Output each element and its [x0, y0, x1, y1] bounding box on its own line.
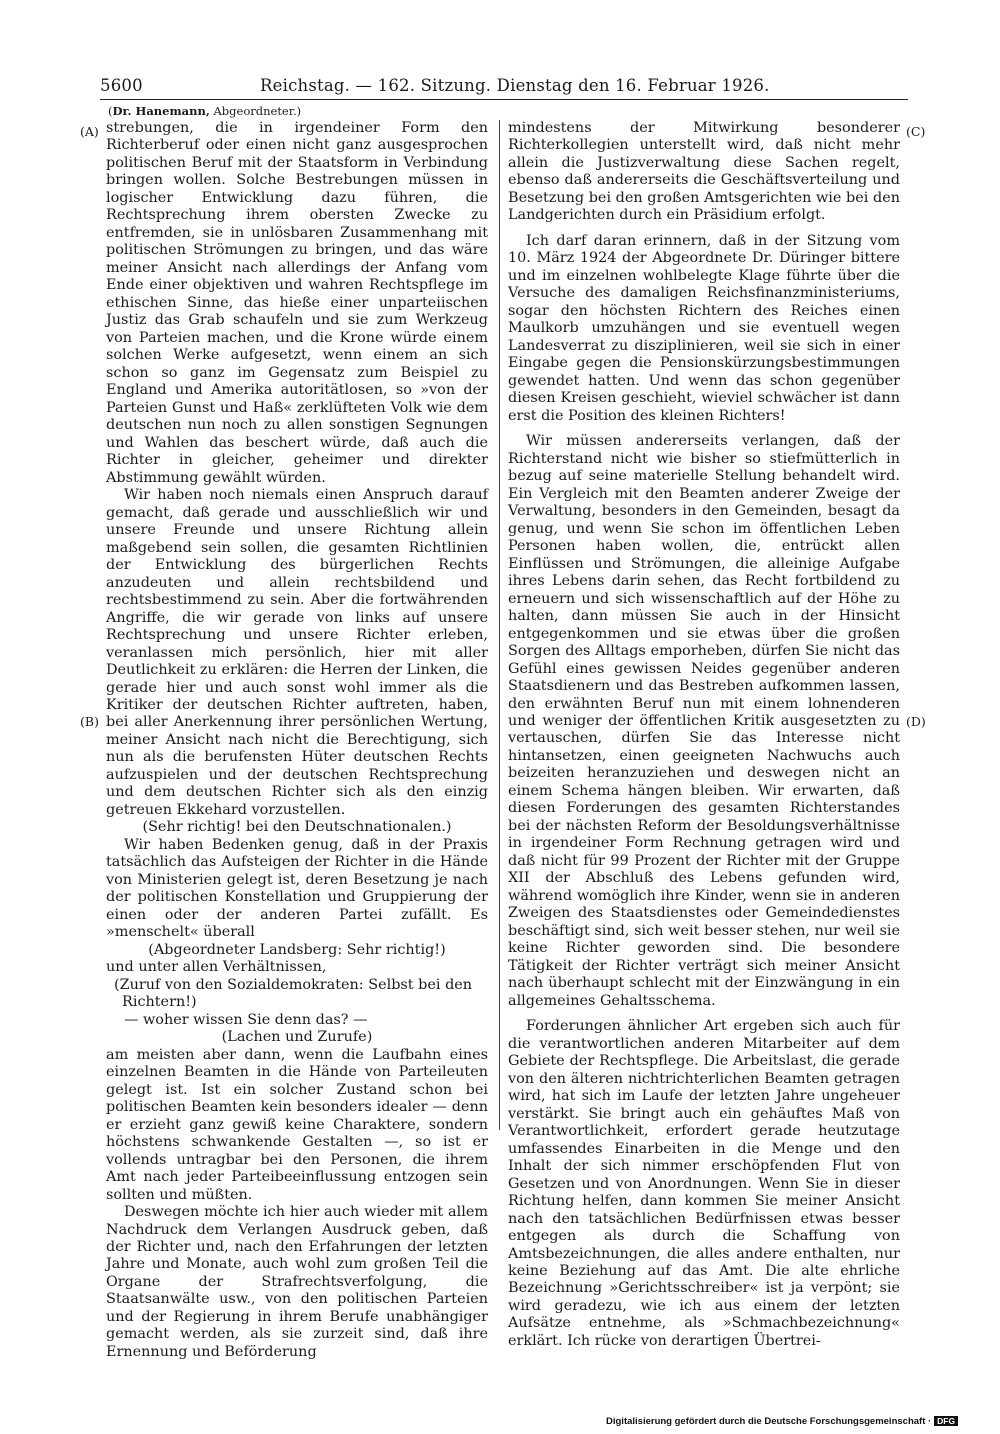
paragraph: — woher wissen Sie denn das? — — [124, 1011, 368, 1028]
margin-marker-d: (D) — [906, 714, 926, 729]
paragraph: Wir müssen andererseits verlangen, daß der Richterstand nicht wie bisher so stiefmütterlich in bezug auf seine materielle Stellung behandelt wird. Ein Vergleich mit den Beamten anderer Zweige der Verwaltung, besonders in den Gemeinden, besagt da genug, und wenn Sie schon im öffentlichen Leben Personen haben wollen, die, entrückt allen Einflüssen und Strömungen, die alleinige Aufgabe ihres Lebens darin sehen, das Recht fortbildend zu erneuern und sich wissenschaftlich auf der Höhe zu halten, dann müssen Sie auch in der Hinsicht entgegenkommen und sie etwas über die großen Sorgen des Alltags emporheben, dürfen Sie nicht das Gefühl eines gewissen Neides gegenüber anderen Staatsdienern und das Bestreben aufkommen lassen, den erwähnten Beruf nun mit einem lohnenderen und weniger der öffentlichen Kritik ausgesetzten zu vertauschen, dürfen Sie das Interesse nicht hintansetzen, einen geeigneten Nachwuchs auch beizeiten heranzuziehen und deswegen nicht an einem Schema hängen bleiben. Wir erwarten, daß diesen Forderungen des gesamten Richterstandes bei der nächsten Reform der Besoldungsverhältnisse in irgendeiner Form Rechnung getragen wird und daß nicht für 99 Prozent der Richter mit der Gruppe XII der Abschluß des Lebens gefunden wird, während womöglich ihre Kinder, wenn sie in anderen Zweigen des Staatsdienstes oder Gemeindedienstes beschäftigt sind, sich weit besser stehen, nur weil sie keine Richter geworden sind. Die besondere Tätigkeit der Richter verträgt sich meiner Ansicht nach überhaupt schlecht mit der Einzwängung in ein allgemeines Gehaltsschema. — [508, 433, 900, 1009]
paragraph: Deswegen möchte ich hier auch wieder mit allem Nachdruck dem Verlangen Ausdruck geben, daß der Richter und, nach den Erfahrungen der letzten Jahre und Monate, auch wohl zum großen Teil die Organe der Strafrechtsverfolgung, die Staatsanwälte usw., von den politischen Parteien und der Regierung in ihrem Berufe unabhängiger gemacht werden, als sie zurzeit sind, daß ihre Ernennung und Beförderung — [106, 1204, 488, 1360]
paragraph: Forderungen ähnlicher Art ergeben sich auch für die verantwortlichen anderen Mitarbeiter auf dem Gebiete der Rechtspflege. Die Arbeitslast, die gerade von den älteren nichtrichterlichen Beamten getragen wird, hat sich im Laufe der letzten Jahre ungeheuer verstärkt. Sie bringt auch ein gehäuftes Maß von Verantwortlichkeit, erfordert gerade heutzutage umfassendes Einarbeiten in die Menge und den Inhalt der sich nimmer erschöpfenden Flut von Gesetzen und von Anordnungen. Wenn Sie in dieser Richtung helfen, dann kommen Sie meiner Ansicht nach den tatsächlichen Bedürfnissen etwas besser entgegen als durch die Schaffung von Amtsbezeichnungen, die alles andere enthalten, nur keine Beziehung auf das Amt. Die alte ehrliche Bezeichnung »Gerichtsschreiber« ist ja verpönt; sie wird geradezu, wie ich aus einem der letzten Aufsätze entnehme, als »Schmachbezeichnung« erklärt. Ich rücke von derartigen Übertrei- — [508, 1018, 900, 1349]
footer-text: Digitalisierung gefördert durch die Deutsche Forschungsgemeinschaft · — [606, 1416, 932, 1427]
page-number: 5600 — [100, 76, 143, 95]
column-divider — [499, 120, 500, 1130]
interjection: (Zuruf von den Sozialdemokraten: Selbst bei den Richtern!) — [114, 976, 473, 1011]
header-rule — [100, 99, 908, 100]
paragraph: strebungen, die in irgendeiner Form den Richterberuf oder einen nicht ganz ausgesprochen politischen Beruf mit der Staatsform in Verbindung bringen wollen. Solche Bestrebungen müssen in logischer Entwicklung dazu führen, die Rechtsprechung ihrem obersten Zwecke zu entfremden, sie in unlösbaren Zusammenhang mit politischen Strömungen zu bringen, und das wäre meiner Ansicht nach allerdings der Anfang vom Ende einer objektiven und wahren Rechtspflege im ethischen Sinne, das hieße einer unparteiischen Justiz das Grab schaufeln und sie zum Werkzeug von Parteien machen, und die Krone würde einem solchen Werke aufgesetzt, wenn einem an sich schon so ganz im Gegensatz zum Beispiel zu England und Amerika autoritätlosen, so »von der Parteien Gunst und Haß« zerklüfteten Volk wie dem deutschen nun noch zu allen sonstigen Segnungen und Wahlen das beschert würde, daß auch die Richter in gleicher, geheimer und direkter Abstimmung gewählt würden. — [106, 120, 488, 486]
paragraph: Wir haben noch niemals einen Anspruch darauf gemacht, daß gerade und ausschließlich wir und unsere Freunde und unsere Richtung allein maßgebend sein sollen, die gesamten Richtlinien der Entwicklung des bürgerlichen Rechts anzudeuten und allein rechtsbildend und rechtsbestimmend zu sein. Aber die fortwährenden Angriffe, die wir gerade von links auf unsere Rechtsprechung und unsere Richter erleben, veranlassen mich persönlich, hier mit aller Deutlichkeit zu erklären: die Herren der Linken, die gerade hier und auch sonst wohl immer als die Kritiker der deutschen Richter auftreten, haben, bei aller Anerkennung ihrer persönlichen Wertung, meiner Ansicht nach nicht die Berechtigung, sich nun als die berufensten Hüter deutschen Rechts aufzuspielen und der deutschen Rechtsprechung und dem deutschen Richter sich als den einzig getreuen Ekkehard vorzustellen. — [106, 487, 488, 818]
speaker-role: Abgeordneter. — [213, 104, 297, 118]
speaker-name: Dr. Hanemann, — [112, 104, 210, 118]
interjection: (Sehr richtig! bei den Deutschnationalen.) — [142, 819, 452, 836]
speaker-line: (Dr. Hanemann, Abgeordneter.) — [108, 104, 302, 118]
margin-marker-c: (C) — [906, 124, 926, 139]
paragraph: mindestens der Mitwirkung besonderer Richterkollegien unterstellt wird, daß nicht mehr allein die Justizverwaltung diese Sachen regelt, ebenso daß andererseits die Geschäftsverteilung und Besetzung bei den großen Amtsgerichten wie bei den Landgerichten durch ein Präsidium erfolgt. — [508, 120, 900, 224]
dfg-logo: DFG — [934, 1416, 958, 1426]
running-title: Reichstag. — 162. Sitzung. Dienstag den 16. Februar 1926. — [260, 76, 770, 95]
margin-marker-a: (A) — [80, 124, 99, 139]
interjection: (Abgeordneter Landsberg: Sehr richtig!) — [148, 941, 446, 958]
left-column — [106, 120, 488, 1361]
interjection: (Lachen und Zurufe) — [221, 1029, 373, 1046]
paragraph: und unter allen Verhältnissen, — [106, 959, 327, 976]
paragraph: Ich darf daran erinnern, daß in der Sitzung vom 10. März 1924 der Abgeordnete Dr. Düringer bittere und im einzelnen wohlbelegte Klage führte über die Versuche des damaligen Reichsfinanzministeriums, sogar den höchsten Richtern des Reiches einen Maulkorb umzuhängen und sie eventuell wegen Landesverrat zu disziplinieren, weil sie sich in einer Eingabe gegen die Pensionskürzungsbestimmungen gewendet hatten. Und wenn das schon gegenüber diesen Kreisen geschieht, wieviel schwächer ist dann erst die Position des kleinen Richters! — [508, 232, 900, 424]
paragraph: Wir haben Bedenken genug, daß in der Praxis tatsächlich das Aufsteigen der Richter in die Hände von Ministerien gelegt ist, deren Besetzung je nach der politischen Konstellation und Gruppierung der einen oder der anderen Partei zufällt. Es »menschelt« überall — [106, 836, 488, 941]
digitization-footer — [606, 1416, 958, 1427]
right-column — [508, 120, 900, 1350]
paragraph: am meisten aber dann, wenn die Laufbahn eines einzelnen Beamten in die Hände von Parteileuten gelegt ist. Ist ein solcher Zustand schon bei politischen Beamten kein besonders idealer — denn er erzieht ganz gewiß keine Charaktere, sondern höchstens schwankende Gestalten —, so ist er vollends untragbar bei den Personen, die ihrem Amt nach jeder Parteibeeinflussung entzogen sein sollten und müßten. — [106, 1046, 488, 1203]
margin-marker-b: (B) — [80, 714, 99, 729]
